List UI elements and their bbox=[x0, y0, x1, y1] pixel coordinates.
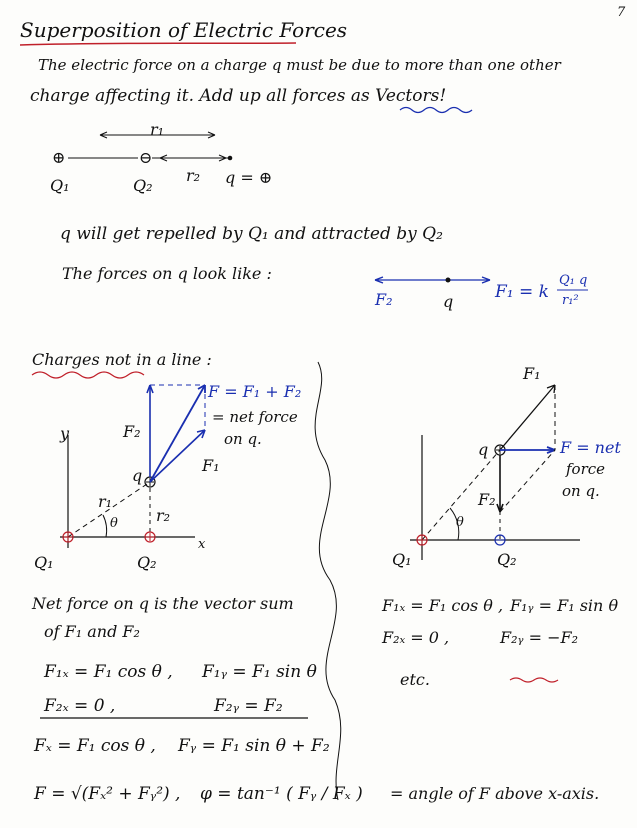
intro-line-1: The electric force on a charge q must be due to more than one other bbox=[38, 56, 561, 74]
title-underline bbox=[20, 43, 296, 45]
right-F2-label: F₂ bbox=[478, 490, 496, 509]
Q2-minus: ⊖ bbox=[139, 148, 153, 167]
right-theta: θ bbox=[456, 515, 464, 530]
right-f1y: F₁ᵧ = F₁ sin θ bbox=[510, 596, 619, 615]
r2-label: r₂ bbox=[186, 166, 201, 185]
forces-on-q-label: The forces on q look like : bbox=[62, 264, 272, 283]
right-q-label: q bbox=[478, 440, 489, 459]
left-F1-label: F₁ bbox=[202, 456, 220, 475]
left-Q2-label: Q₂ bbox=[137, 553, 157, 572]
on-q-label: on q. bbox=[224, 430, 262, 448]
right-f1x: F₁ₓ = F₁ cos θ , bbox=[382, 596, 504, 615]
left-theta-arc bbox=[103, 515, 107, 537]
sum-f2y: F₂ᵧ = F₂ bbox=[214, 696, 283, 716]
angle-description: = angle of F above x-axis. bbox=[390, 784, 600, 803]
sum-f1y: F₁ᵧ = F₁ sin θ bbox=[202, 662, 317, 682]
magnitude-formula: F = √(Fₓ² + Fᵧ²) , bbox=[34, 784, 181, 804]
net-force-label: = net force bbox=[212, 408, 298, 426]
wavy-divider bbox=[315, 362, 341, 800]
left-q-label: q bbox=[132, 466, 143, 485]
right-Q1-label: Q₁ bbox=[392, 550, 412, 569]
r1-label: r₁ bbox=[150, 120, 165, 139]
sum-f2x: F₂ₓ = 0 , bbox=[44, 696, 116, 716]
left-r1-label: r₁ bbox=[98, 492, 113, 511]
net-sum-line-2: of F₁ and F₂ bbox=[44, 622, 140, 641]
not-in-line-heading: Charges not in a line : bbox=[32, 350, 212, 369]
repel-attract-sentence: q will get repelled by Q₁ and attracted by Q₂ bbox=[60, 224, 443, 244]
right-Q2-label: Q₂ bbox=[497, 550, 517, 569]
right-f2y: F₂ᵧ = −F₂ bbox=[500, 628, 579, 647]
etc-label: etc. bbox=[400, 670, 430, 689]
page-number: 7 bbox=[617, 5, 626, 20]
q-dot bbox=[228, 156, 233, 161]
angle-formula: φ = tan⁻¹ ( Fᵧ / Fₓ ) bbox=[200, 784, 363, 804]
Q1-plus: ⊕ bbox=[52, 148, 66, 167]
left-F1-vector bbox=[150, 430, 205, 482]
left-y-label: y bbox=[60, 424, 70, 443]
vectors-underline bbox=[400, 108, 472, 113]
right-on-q-label: on q. bbox=[562, 482, 600, 500]
Q1-label: Q₁ bbox=[50, 176, 70, 195]
F1-numerator: Q₁ q bbox=[559, 273, 588, 288]
sum-fy: Fᵧ = F₁ sin θ + F₂ bbox=[178, 736, 330, 756]
left-theta: θ bbox=[110, 516, 118, 531]
F1-equals-k: F₁ = k bbox=[495, 282, 549, 302]
right-force-label: force bbox=[566, 460, 606, 478]
right-F-net-label: F = net bbox=[560, 438, 621, 457]
left-x-label: x bbox=[198, 537, 206, 552]
left-F2-label: F₂ bbox=[123, 422, 141, 441]
F1-denominator: r₁² bbox=[562, 293, 579, 308]
net-sum-line-1: Net force on q is the vector sum bbox=[32, 594, 294, 613]
left-Q1-label: Q₁ bbox=[34, 553, 54, 572]
right-F1-label: F₁ bbox=[523, 364, 541, 383]
sum-f1x: F₁ₓ = F₁ cos θ , bbox=[44, 662, 173, 682]
intro-line-2: charge affecting it. Add up all forces as Vectors! bbox=[30, 86, 447, 106]
page-title: Superposition of Electric Forces bbox=[20, 18, 348, 42]
right-f2x: F₂ₓ = 0 , bbox=[382, 628, 450, 647]
forces-F2: F₂ bbox=[375, 290, 393, 309]
sum-fx: Fₓ = F₁ cos θ , bbox=[34, 736, 156, 756]
left-F-vector bbox=[150, 385, 205, 482]
right-F1-vector bbox=[500, 385, 555, 450]
q-equals-plus: q = ⊕ bbox=[225, 168, 273, 187]
left-r2-label: r₂ bbox=[156, 506, 171, 525]
Q2-label: Q₂ bbox=[133, 176, 153, 195]
forces-q: q bbox=[443, 292, 454, 311]
F-sum-equation: F = F₁ + F₂ bbox=[208, 382, 302, 401]
heading-underline bbox=[32, 372, 144, 378]
